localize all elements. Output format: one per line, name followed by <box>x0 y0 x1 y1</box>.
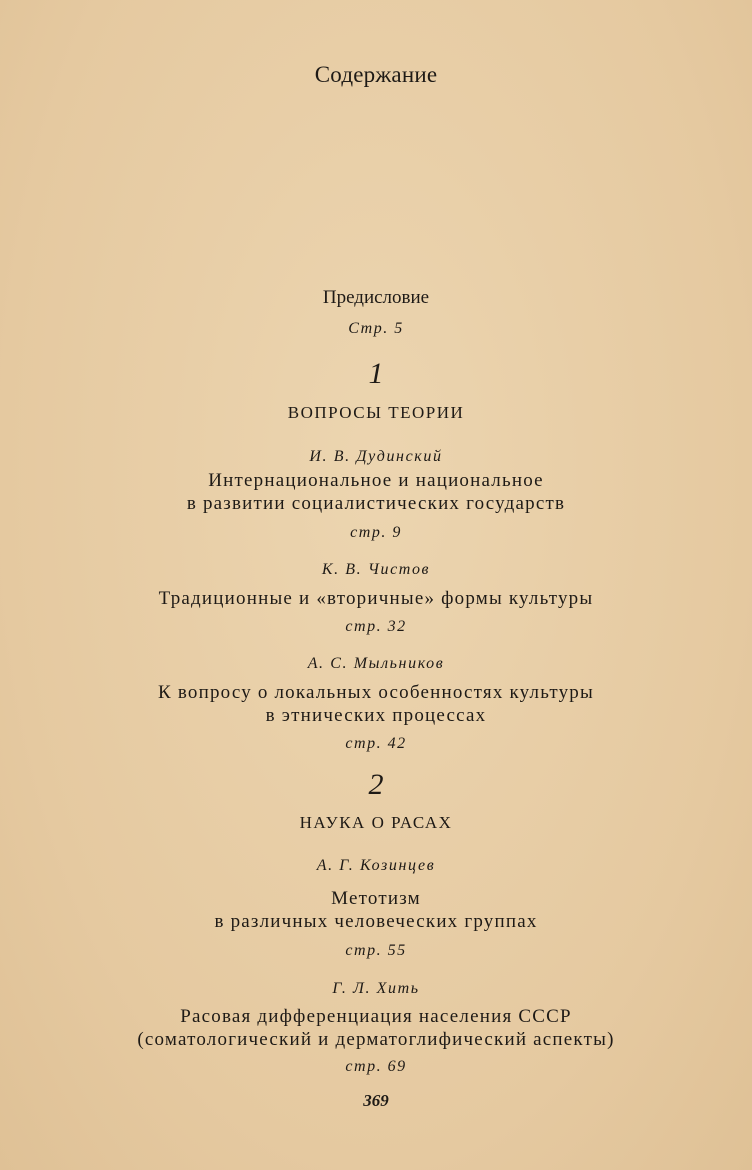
entry-title-line: в этнических процессах <box>265 705 487 726</box>
entry-author: Г. Л. Хить <box>332 980 420 997</box>
entry-page: стр. 42 <box>345 735 407 752</box>
entry-page: стр. 55 <box>345 942 407 959</box>
entry-page: стр. 9 <box>350 524 402 541</box>
entry-author: А. Г. Козинцев <box>316 857 436 874</box>
preface-title: Предисловие <box>322 287 430 308</box>
entry-title-line: Расовая дифференциация населения СССР <box>180 1006 572 1027</box>
entry-page: стр. 69 <box>345 1058 407 1075</box>
entry-author: К. В. Чистов <box>321 561 431 578</box>
entry-title-line: в развитии социалистических государств <box>186 493 566 514</box>
entry-author: А. С. Мыльников <box>307 655 445 672</box>
entry-title-line: (соматологический и дерматоглифический аспекты) <box>137 1029 615 1050</box>
section-title: ВОПРОСЫ ТЕОРИИ <box>287 403 465 422</box>
entry-title-line: в различных человеческих группах <box>214 911 538 932</box>
section-number: 2 <box>368 768 384 801</box>
entry-title-line: Интернациональное и национальное <box>208 470 544 491</box>
entry-title-line: Метотизм <box>331 888 421 909</box>
preface-page: Стр. 5 <box>348 320 404 337</box>
section-title: НАУКА О РАСАХ <box>299 813 453 832</box>
entry-title-line: К вопросу о локальных особенностях культуры <box>158 682 594 703</box>
page-number: 369 <box>363 1091 389 1110</box>
entry-title-line: Традиционные и «вторичные» формы культуры <box>158 588 594 609</box>
page-title: Содержание <box>314 62 438 87</box>
section-number: 1 <box>368 357 384 390</box>
entry-page: стр. 32 <box>345 618 407 635</box>
entry-author: И. В. Дудинский <box>309 448 443 465</box>
